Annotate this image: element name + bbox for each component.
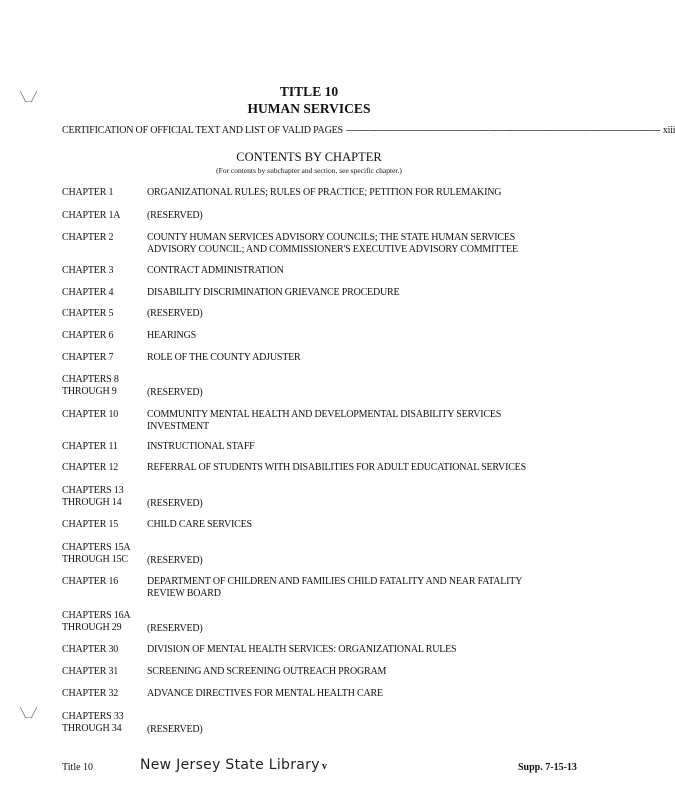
chapter-title: (RESERVED) <box>147 623 203 634</box>
chapter-label: CHAPTER 11 <box>62 441 118 452</box>
chapter-label: CHAPTER 16 <box>62 576 119 587</box>
supplement-date: Supp. 7-15-13 <box>518 762 577 773</box>
chapter-title: COUNTY HUMAN SERVICES ADVISORY COUNCILS; THE STATE HUMAN SERVICES ADVISORY COUNCIL; AND COMMISSIONER'S EXECUTIVE ADVISORY COMMITTEE <box>147 232 518 255</box>
library-watermark: New Jersey State Library <box>140 757 320 773</box>
chapter-title: (RESERVED) <box>147 387 203 398</box>
chapter-title: REFERRAL OF STUDENTS WITH DISABILITIES FOR ADULT EDUCATIONAL SERVICES <box>147 462 526 473</box>
chapter-label: CHAPTERS 16A THROUGH 29 <box>62 610 131 633</box>
chapter-title: INSTRUCTIONAL STAFF <box>147 441 255 452</box>
footer-title: Title 10 <box>62 762 94 773</box>
chapter-label: CHAPTER 10 <box>62 409 119 420</box>
dot-leader: ------------------------------------------------------------------------------------------------------------------- <box>345 125 660 136</box>
chapter-label: CHAPTER 30 <box>62 644 119 655</box>
contents-heading <box>0 150 618 176</box>
chapter-title: (RESERVED) <box>147 724 203 735</box>
chapter-title: (RESERVED) <box>147 210 203 221</box>
chapter-label: CHAPTERS 33 THROUGH 34 <box>62 711 124 734</box>
chapter-label: CHAPTERS 8 THROUGH 9 <box>62 374 119 397</box>
certification-page: xiii <box>662 125 675 136</box>
chapter-title: SCREENING AND SCREENING OUTREACH PROGRAM <box>147 666 387 677</box>
chapter-title: ADVANCE DIRECTIVES FOR MENTAL HEALTH CARE <box>147 688 383 699</box>
chapter-title: (RESERVED) <box>147 555 203 566</box>
chapter-title: DEPARTMENT OF CHILDREN AND FAMILIES CHILD FATALITY AND NEAR FATALITY REVIEW BOARD <box>147 576 522 599</box>
certification-text: CERTIFICATION OF OFFICIAL TEXT AND LIST OF VALID PAGES <box>62 125 343 136</box>
chapter-title: (RESERVED) <box>147 308 203 319</box>
chapter-label: CHAPTER 31 <box>62 666 119 677</box>
chapter-label: CHAPTER 3 <box>62 265 114 276</box>
chapter-label: CHAPTER 7 <box>62 352 114 363</box>
chapter-label: CHAPTERS 13 THROUGH 14 <box>62 485 124 508</box>
chapter-title: COMMUNITY MENTAL HEALTH AND DEVELOPMENTAL DISABILITY SERVICES INVESTMENT <box>147 409 502 432</box>
chapter-label: CHAPTER 2 <box>62 232 114 243</box>
chapter-label: CHAPTER 6 <box>62 330 114 341</box>
chapter-title: DIVISION OF MENTAL HEALTH SERVICES: ORGANIZATIONAL RULES <box>147 644 457 655</box>
chapter-label: CHAPTER 12 <box>62 462 119 473</box>
certification-line <box>62 125 675 136</box>
title-block <box>0 83 618 117</box>
chapter-label: CHAPTER 32 <box>62 688 119 699</box>
chapter-label: CHAPTER 4 <box>62 287 114 298</box>
chapter-label: CHAPTER 5 <box>62 308 114 319</box>
chapter-label: CHAPTER 1 <box>62 187 114 198</box>
title-number: TITLE 10 <box>279 84 339 99</box>
chapter-title: CHILD CARE SERVICES <box>147 519 252 530</box>
page-number: v <box>322 761 327 772</box>
contents-subtitle: (For contents by subchapter and section, see specific chapter.) <box>216 166 402 175</box>
chapter-label: CHAPTER 1A <box>62 210 121 221</box>
chapter-title: ORGANIZATIONAL RULES; RULES OF PRACTICE; PETITION FOR RULEMAKING <box>147 187 502 198</box>
chapter-label: CHAPTERS 15A THROUGH 15C <box>62 542 131 565</box>
scan-mark: ╲_╱ <box>20 92 38 103</box>
chapter-label: CHAPTER 15 <box>62 519 119 530</box>
chapter-title: DISABILITY DISCRIMINATION GRIEVANCE PROCEDURE <box>147 287 400 298</box>
chapter-title: CONTRACT ADMINISTRATION <box>147 265 284 276</box>
chapter-title: ROLE OF THE COUNTY ADJUSTER <box>147 352 301 363</box>
chapter-title: (RESERVED) <box>147 498 203 509</box>
chapter-title: HEARINGS <box>147 330 196 341</box>
contents-title: CONTENTS BY CHAPTER <box>236 150 382 164</box>
scan-mark: ╲_╱ <box>20 708 38 719</box>
title-name: HUMAN SERVICES <box>247 101 371 116</box>
